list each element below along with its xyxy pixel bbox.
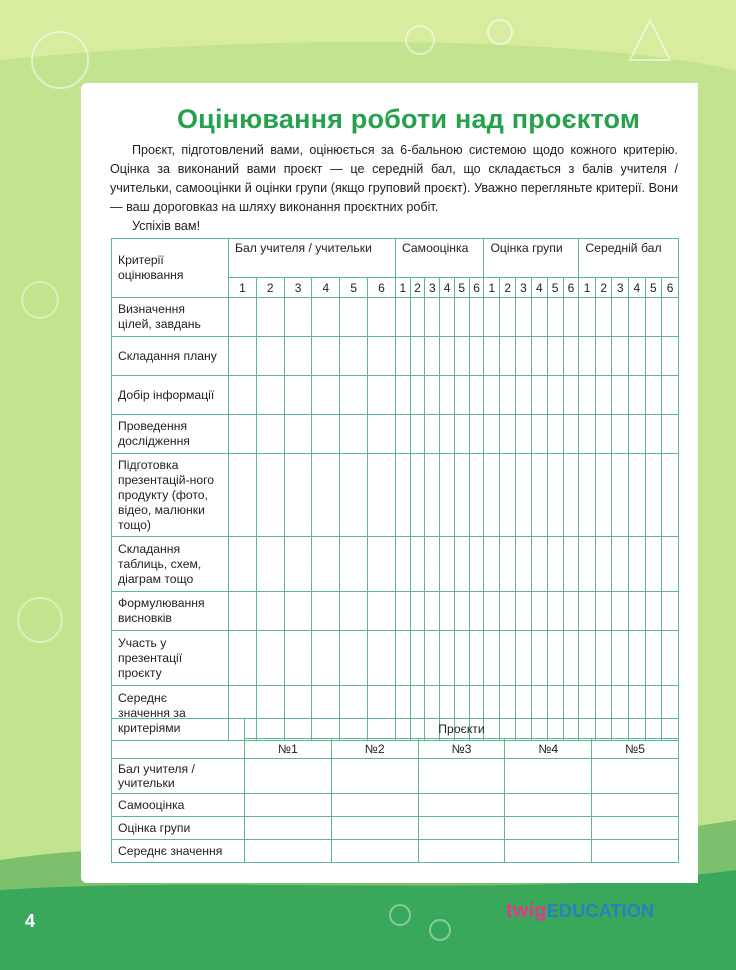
score-number: 4: [629, 278, 646, 298]
project-score-cell[interactable]: [592, 840, 679, 863]
score-cell[interactable]: [454, 537, 469, 592]
score-cell[interactable]: [629, 454, 646, 537]
score-cell[interactable]: [500, 337, 516, 376]
projects-row: [112, 794, 679, 817]
score-cell[interactable]: [229, 337, 257, 376]
score-cell[interactable]: [629, 298, 646, 337]
score-cell[interactable]: [612, 537, 629, 592]
score-cell[interactable]: [645, 592, 662, 631]
criteria-label: Формулювання висновків: [112, 592, 229, 631]
score-cell[interactable]: [440, 592, 455, 631]
score-cell[interactable]: [595, 337, 612, 376]
project-score-cell[interactable]: [505, 794, 592, 817]
score-cell[interactable]: [425, 454, 440, 537]
score-number: 1: [484, 278, 500, 298]
score-cell[interactable]: [484, 631, 500, 686]
criteria-table: [111, 238, 679, 741]
project-score-cell[interactable]: [418, 817, 505, 840]
score-cell[interactable]: [395, 337, 410, 376]
publisher-logo: [506, 900, 654, 923]
projects-corner-cell: [112, 719, 245, 759]
score-cell[interactable]: [440, 537, 455, 592]
score-cell[interactable]: [629, 537, 646, 592]
score-cell[interactable]: [563, 592, 579, 631]
score-cell[interactable]: [662, 454, 679, 537]
criteria-label: Середнє значення за критеріями: [112, 686, 229, 741]
criteria-row: [112, 631, 679, 686]
score-cell[interactable]: [256, 631, 284, 686]
score-cell[interactable]: [395, 592, 410, 631]
score-number: 4: [531, 278, 547, 298]
score-cell[interactable]: [454, 415, 469, 454]
score-cell[interactable]: [312, 415, 340, 454]
score-cell[interactable]: [484, 337, 500, 376]
score-cell[interactable]: [516, 298, 532, 337]
criteria-row: [112, 454, 679, 537]
projects-header: Проєкти: [245, 719, 679, 739]
intro-paragraph: Проєкт, підготовлений вами, оцінюється за 6-бальною системою щодо кожного критерію. Оцінка за виконаний вами проєкт — це середній бал, що складається з балів учителя / учительки, самооцінки й оцінки групи (якщо груповий проєкт). Уважно перегляньте критерії. Вони — ваш дороговказ на шляху виконання проєктних робіт.: [110, 143, 678, 214]
score-cell[interactable]: [516, 592, 532, 631]
score-cell[interactable]: [595, 631, 612, 686]
score-cell[interactable]: [484, 376, 500, 415]
score-cell[interactable]: [612, 415, 629, 454]
score-cell[interactable]: [229, 415, 257, 454]
score-cell[interactable]: [516, 454, 532, 537]
project-score-cell[interactable]: [592, 817, 679, 840]
score-cell[interactable]: [469, 376, 484, 415]
score-cell[interactable]: [484, 298, 500, 337]
project-score-cell[interactable]: [418, 840, 505, 863]
score-cell[interactable]: [579, 592, 596, 631]
score-cell[interactable]: [662, 592, 679, 631]
logo-education-text: EDUCATION: [546, 901, 655, 921]
criteria-label: Проведення дослідження: [112, 415, 229, 454]
score-number: 5: [645, 278, 662, 298]
score-cell[interactable]: [425, 537, 440, 592]
score-cell[interactable]: [612, 454, 629, 537]
score-cell[interactable]: [256, 298, 284, 337]
score-cell[interactable]: [395, 298, 410, 337]
score-cell[interactable]: [579, 376, 596, 415]
score-cell[interactable]: [645, 298, 662, 337]
score-cell[interactable]: [395, 415, 410, 454]
group-header: Середній бал: [579, 239, 679, 278]
score-cell[interactable]: [563, 298, 579, 337]
score-cell[interactable]: [531, 376, 547, 415]
score-cell[interactable]: [340, 415, 368, 454]
score-cell[interactable]: [284, 592, 312, 631]
score-cell[interactable]: [595, 415, 612, 454]
score-cell[interactable]: [531, 454, 547, 537]
score-cell[interactable]: [312, 376, 340, 415]
score-cell[interactable]: [500, 454, 516, 537]
score-number: 4: [312, 278, 340, 298]
score-cell[interactable]: [563, 631, 579, 686]
score-cell[interactable]: [579, 298, 596, 337]
score-number: 1: [579, 278, 596, 298]
score-cell[interactable]: [645, 454, 662, 537]
score-number: 6: [368, 278, 396, 298]
score-cell[interactable]: [340, 337, 368, 376]
score-number: 3: [516, 278, 532, 298]
project-score-cell[interactable]: [505, 840, 592, 863]
score-number: 5: [340, 278, 368, 298]
score-cell[interactable]: [454, 376, 469, 415]
project-score-cell[interactable]: [418, 759, 505, 794]
intro-closing: Успіхів вам!: [132, 219, 201, 233]
group-header: Оцінка групи: [484, 239, 579, 278]
project-score-cell[interactable]: [245, 794, 332, 817]
score-cell[interactable]: [440, 376, 455, 415]
score-cell[interactable]: [340, 631, 368, 686]
group-header: Самооцінка: [395, 239, 483, 278]
criteria-row: [112, 376, 679, 415]
score-cell[interactable]: [410, 337, 425, 376]
score-cell[interactable]: [368, 415, 396, 454]
score-cell[interactable]: [410, 376, 425, 415]
score-number: 3: [284, 278, 312, 298]
score-cell[interactable]: [440, 415, 455, 454]
criteria-label: Участь у презентації проєкту: [112, 631, 229, 686]
score-cell[interactable]: [340, 298, 368, 337]
project-number: №2: [331, 739, 418, 759]
score-cell[interactable]: [454, 454, 469, 537]
score-cell[interactable]: [612, 376, 629, 415]
score-number: 6: [662, 278, 679, 298]
score-cell[interactable]: [595, 376, 612, 415]
score-cell[interactable]: [469, 537, 484, 592]
projects-row: [112, 759, 679, 794]
score-cell[interactable]: [612, 337, 629, 376]
score-number: 3: [425, 278, 440, 298]
score-cell[interactable]: [516, 337, 532, 376]
score-cell[interactable]: [440, 454, 455, 537]
score-cell[interactable]: [500, 415, 516, 454]
score-number: 5: [547, 278, 563, 298]
score-cell[interactable]: [368, 454, 396, 537]
score-cell[interactable]: [579, 537, 596, 592]
score-cell[interactable]: [469, 592, 484, 631]
score-cell[interactable]: [547, 298, 563, 337]
score-cell[interactable]: [595, 454, 612, 537]
score-cell[interactable]: [410, 298, 425, 337]
score-cell[interactable]: [500, 631, 516, 686]
score-cell[interactable]: [410, 454, 425, 537]
score-cell[interactable]: [612, 592, 629, 631]
score-cell[interactable]: [312, 631, 340, 686]
score-cell[interactable]: [395, 537, 410, 592]
score-cell[interactable]: [410, 537, 425, 592]
score-cell[interactable]: [629, 415, 646, 454]
score-cell[interactable]: [368, 337, 396, 376]
score-cell[interactable]: [579, 337, 596, 376]
score-cell[interactable]: [629, 631, 646, 686]
score-cell[interactable]: [645, 537, 662, 592]
score-cell[interactable]: [563, 537, 579, 592]
score-cell[interactable]: [368, 298, 396, 337]
score-cell[interactable]: [629, 376, 646, 415]
score-cell[interactable]: [284, 298, 312, 337]
score-number: 4: [440, 278, 455, 298]
score-cell[interactable]: [579, 454, 596, 537]
score-cell[interactable]: [256, 376, 284, 415]
projects-row: [112, 817, 679, 840]
project-score-cell[interactable]: [505, 759, 592, 794]
score-cell[interactable]: [284, 454, 312, 537]
score-cell[interactable]: [595, 298, 612, 337]
score-cell[interactable]: [645, 415, 662, 454]
score-cell[interactable]: [312, 537, 340, 592]
score-number: 6: [563, 278, 579, 298]
score-cell[interactable]: [662, 298, 679, 337]
projects-row-label: Середнє значення: [112, 840, 245, 863]
score-cell[interactable]: [645, 337, 662, 376]
score-cell[interactable]: [547, 454, 563, 537]
criteria-row: [112, 298, 679, 337]
criteria-row: [112, 337, 679, 376]
score-cell[interactable]: [516, 376, 532, 415]
score-cell[interactable]: [531, 537, 547, 592]
score-cell[interactable]: [645, 631, 662, 686]
score-cell[interactable]: [563, 415, 579, 454]
score-cell[interactable]: [547, 537, 563, 592]
score-cell[interactable]: [516, 537, 532, 592]
score-cell[interactable]: [595, 537, 612, 592]
score-cell[interactable]: [629, 592, 646, 631]
criteria-label: Добір інформації: [112, 376, 229, 415]
score-cell[interactable]: [662, 537, 679, 592]
project-score-cell[interactable]: [245, 817, 332, 840]
score-cell[interactable]: [395, 631, 410, 686]
project-score-cell[interactable]: [331, 759, 418, 794]
score-cell[interactable]: [368, 537, 396, 592]
score-cell[interactable]: [284, 415, 312, 454]
score-cell[interactable]: [531, 337, 547, 376]
score-cell[interactable]: [410, 592, 425, 631]
score-cell[interactable]: [500, 537, 516, 592]
score-cell[interactable]: [547, 337, 563, 376]
project-score-cell[interactable]: [418, 794, 505, 817]
projects-row-label: Бал учителя / учительки: [112, 759, 245, 794]
score-cell[interactable]: [612, 631, 629, 686]
criteria-label: Підготовка презентацій-ного продукту (фото, відео, малюнки тощо): [112, 454, 229, 537]
score-number: 1: [229, 278, 257, 298]
page-title: Оцінювання роботи над проєктом: [176, 104, 641, 134]
score-cell[interactable]: [662, 376, 679, 415]
score-cell[interactable]: [454, 337, 469, 376]
project-number: №1: [245, 739, 332, 759]
score-cell[interactable]: [284, 631, 312, 686]
score-cell[interactable]: [340, 376, 368, 415]
score-cell[interactable]: [547, 415, 563, 454]
score-cell[interactable]: [662, 631, 679, 686]
criteria-label: Складання таблиць, схем, діаграм тощо: [112, 537, 229, 592]
criteria-label: Визначення цілей, завдань: [112, 298, 229, 337]
score-cell[interactable]: [579, 631, 596, 686]
score-cell[interactable]: [425, 415, 440, 454]
score-number: 2: [595, 278, 612, 298]
project-score-cell[interactable]: [245, 840, 332, 863]
page-number: 4: [25, 911, 36, 931]
score-cell[interactable]: [410, 631, 425, 686]
score-cell[interactable]: [454, 631, 469, 686]
score-cell[interactable]: [469, 631, 484, 686]
score-cell[interactable]: [662, 337, 679, 376]
project-score-cell[interactable]: [505, 817, 592, 840]
score-cell[interactable]: [284, 337, 312, 376]
score-number: 3: [612, 278, 629, 298]
score-cell[interactable]: [229, 592, 257, 631]
score-cell[interactable]: [256, 592, 284, 631]
projects-header-row: [112, 719, 679, 739]
score-number: 2: [410, 278, 425, 298]
score-cell[interactable]: [547, 376, 563, 415]
score-cell[interactable]: [484, 537, 500, 592]
intro-text: [110, 141, 678, 236]
score-cell[interactable]: [368, 376, 396, 415]
criteria-header-label: Критерії оцінювання: [112, 239, 229, 298]
score-cell[interactable]: [469, 298, 484, 337]
logo-twig-text: twig: [506, 900, 547, 922]
score-cell[interactable]: [645, 376, 662, 415]
score-number: 6: [469, 278, 484, 298]
score-cell[interactable]: [500, 298, 516, 337]
score-cell[interactable]: [484, 415, 500, 454]
project-score-cell[interactable]: [331, 817, 418, 840]
score-cell[interactable]: [425, 631, 440, 686]
score-cell[interactable]: [484, 592, 500, 631]
score-cell[interactable]: [340, 454, 368, 537]
score-cell[interactable]: [425, 376, 440, 415]
score-number: 2: [500, 278, 516, 298]
project-score-cell[interactable]: [331, 794, 418, 817]
score-cell[interactable]: [531, 415, 547, 454]
score-cell[interactable]: [229, 537, 257, 592]
score-number: 5: [454, 278, 469, 298]
score-cell[interactable]: [662, 415, 679, 454]
score-cell[interactable]: [531, 631, 547, 686]
score-cell[interactable]: [516, 415, 532, 454]
score-cell[interactable]: [368, 592, 396, 631]
score-cell[interactable]: [500, 592, 516, 631]
score-cell[interactable]: [312, 454, 340, 537]
score-cell[interactable]: [395, 454, 410, 537]
score-cell[interactable]: [563, 454, 579, 537]
score-cell[interactable]: [425, 337, 440, 376]
score-cell[interactable]: [312, 298, 340, 337]
criteria-header-row: [112, 239, 679, 278]
score-cell[interactable]: [410, 415, 425, 454]
score-cell[interactable]: [312, 592, 340, 631]
score-cell[interactable]: [229, 454, 257, 537]
score-cell[interactable]: [563, 337, 579, 376]
score-cell[interactable]: [284, 537, 312, 592]
score-cell[interactable]: [484, 454, 500, 537]
score-cell[interactable]: [256, 415, 284, 454]
criteria-row: [112, 537, 679, 592]
score-cell[interactable]: [595, 592, 612, 631]
project-score-cell[interactable]: [592, 794, 679, 817]
score-cell[interactable]: [531, 298, 547, 337]
criteria-row: [112, 592, 679, 631]
score-cell[interactable]: [256, 337, 284, 376]
score-cell[interactable]: [312, 337, 340, 376]
score-cell[interactable]: [440, 298, 455, 337]
score-cell[interactable]: [547, 631, 563, 686]
score-cell[interactable]: [500, 376, 516, 415]
score-cell[interactable]: [229, 298, 257, 337]
score-cell[interactable]: [229, 376, 257, 415]
projects-row-label: Самооцінка: [112, 794, 245, 817]
criteria-row: [112, 415, 679, 454]
projects-row: [112, 840, 679, 863]
score-cell[interactable]: [425, 592, 440, 631]
score-cell[interactable]: [454, 298, 469, 337]
score-cell[interactable]: [547, 592, 563, 631]
score-cell[interactable]: [368, 631, 396, 686]
project-number: №3: [418, 739, 505, 759]
project-score-cell[interactable]: [245, 759, 332, 794]
score-cell[interactable]: [440, 631, 455, 686]
project-score-cell[interactable]: [331, 840, 418, 863]
score-cell[interactable]: [612, 298, 629, 337]
score-cell[interactable]: [395, 376, 410, 415]
score-cell[interactable]: [531, 592, 547, 631]
score-cell[interactable]: [340, 537, 368, 592]
score-cell[interactable]: [469, 415, 484, 454]
score-cell[interactable]: [579, 415, 596, 454]
score-cell[interactable]: [629, 337, 646, 376]
score-number: 1: [395, 278, 410, 298]
project-score-cell[interactable]: [592, 759, 679, 794]
score-cell[interactable]: [469, 337, 484, 376]
project-number: №5: [592, 739, 679, 759]
score-cell[interactable]: [469, 454, 484, 537]
score-cell[interactable]: [256, 454, 284, 537]
score-cell[interactable]: [563, 376, 579, 415]
score-cell[interactable]: [440, 337, 455, 376]
criteria-label: Складання плану: [112, 337, 229, 376]
projects-row-label: Оцінка групи: [112, 817, 245, 840]
score-number: 2: [256, 278, 284, 298]
group-header: Бал учителя / учительки: [229, 239, 396, 278]
project-number: №4: [505, 739, 592, 759]
score-cell[interactable]: [425, 298, 440, 337]
score-cell[interactable]: [516, 631, 532, 686]
score-cell[interactable]: [284, 376, 312, 415]
score-cell[interactable]: [229, 631, 257, 686]
score-cell[interactable]: [340, 592, 368, 631]
score-cell[interactable]: [454, 592, 469, 631]
score-cell[interactable]: [256, 537, 284, 592]
projects-table: [111, 718, 679, 863]
